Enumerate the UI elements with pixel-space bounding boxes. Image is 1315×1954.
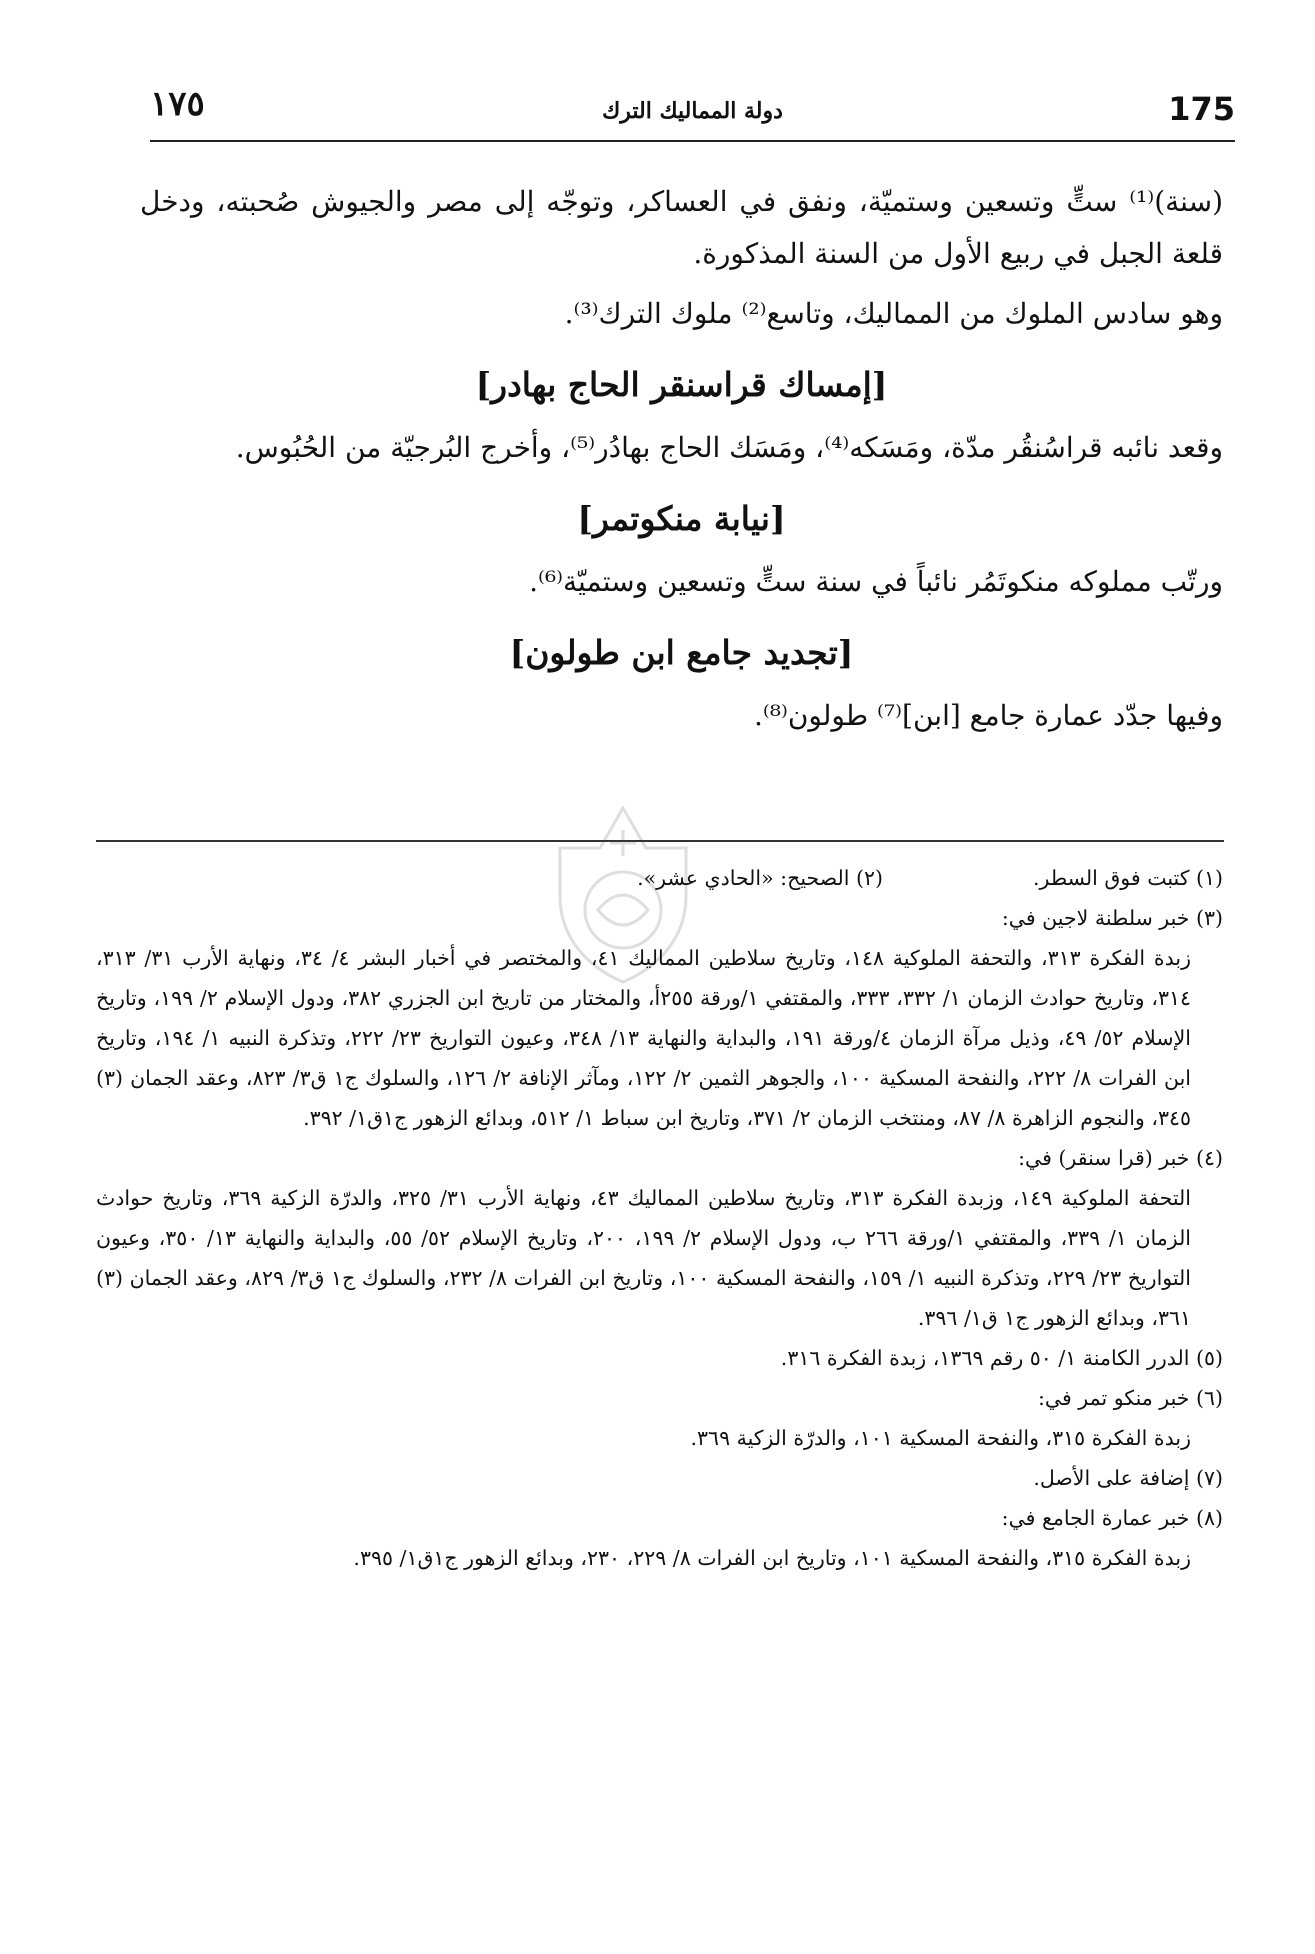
- paragraph-3: وقعد نائبه قراسُنقُر مدّة، ومَسَكه⁽⁴⁾، ومَسَك الحاج بهادُر⁽⁵⁾، وأخرج البُرجيّة من الحُبُوس.: [235, 431, 1223, 464]
- footnote-5: [96, 1338, 1223, 1378]
- page-header: [150, 84, 1235, 142]
- section-heading-mosque: [تجديد جامع ابن طولون]: [509, 633, 854, 672]
- section-heading-deputyship: [نيابة منكوتمر]: [577, 499, 786, 538]
- footnote-5-text: (٥) الدرر الكامنة ١/ ٥٠ رقم ١٣٦٩، زبدة الفكرة ٣١٦.: [780, 1346, 1223, 1370]
- footnote-4: [96, 1138, 1223, 1338]
- footnote-4-head: (٤) خبر (قرا سنقر) في:: [1018, 1146, 1223, 1170]
- library-seal-watermark-icon: [528, 800, 718, 990]
- footnote-6-body: زبدة الفكرة ٣١٥، والنفحة المسكية ١٠١، والدرّة الزكية ٣٦٩.: [690, 1426, 1191, 1450]
- footnote-8: [96, 1498, 1223, 1578]
- footnote-8-head: (٨) خبر عمارة الجامع في:: [1001, 1506, 1223, 1530]
- footnote-6: [96, 1378, 1223, 1458]
- footnote-4-body: التحفة الملوكية ١٤٩، وزبدة الفكرة ٣١٣، وتاريخ سلاطين المماليك ٤٣، ونهاية الأرب ٣١/ ٣٢٥، والدرّة الزكية ٣٦٩، وتاريخ حوادث الزمان ١/ ٣٣٩، والمقتفي ١/ورقة ٢٦٦ ب، ودول الإسلام ٢/ ١٩٩، ٢٠٠، وتاريخ الإسلام ٥٢/ ٥٥، والبداية والنهاية ١٣/ ٣٥٠، وعيون التواريخ ٢٣/ ٢٢٩، وتذكرة النبيه ١/ ١٥٩، والنفحة المسكية ١٠٠، وتاريخ ابن الفرات ٨/ ٢٣٢، والسلوك ج١ ق٣/ ٨٢٩، وعقد الجمان (٣) ٣٦١، وبدائع الزهور ج١ ق١/ ٣٩٦.: [96, 1186, 1192, 1330]
- footnote-7-text: (٧) إضافة على الأصل.: [1033, 1466, 1223, 1490]
- page-number-latin: 175: [1168, 90, 1235, 128]
- running-title: دولة المماليك الترك: [602, 98, 783, 124]
- footnote-7: [96, 1458, 1223, 1498]
- footnote-6-head: (٦) خبر منكو تمر في:: [1038, 1386, 1223, 1410]
- section-heading-arrest: [إمساك قراسنقر الحاج بهادر]: [475, 365, 888, 404]
- footnote-8-body: زبدة الفكرة ٣١٥، والنفحة المسكية ١٠١، وتاريخ ابن الفرات ٨/ ٢٢٩، ٢٣٠، وبدائع الزهور ج١ق١/ ٣٩٥.: [353, 1546, 1191, 1570]
- footnote-3-head: (٣) خبر سلطنة لاجين في:: [1001, 906, 1223, 930]
- footnote-3-body: زبدة الفكرة ٣١٣، والتحفة الملوكية ١٤٨، وتاريخ سلاطين المماليك ٤١، والمختصر في أخبار البشر ٤/ ٣٤، ونهاية الأرب ٣١/ ٣١٣، ٣١٤، وتاريخ حوادث الزمان ١/ ٣٣٢، ٣٣٣، والمقتفي ١/ورقة ٢٥٥أ، والمختار من تاريخ ابن الجزري ٣٨٢، ودول الإسلام ٢/ ١٩٩، وتاريخ الإسلام ٥٢/ ٤٩، وذيل مرآة الزمان ٤/ورقة ١٩١، والبداية والنهاية ١٣/ ٣٤٨، وعيون التواريخ ٢٣/ ٢٢٢، وتذكرة النبيه ١/ ١٩٤، وتاريخ ابن الفرات ٨/ ٢٢٢، والنفحة المسكية ١٠٠، والجوهر الثمين ٢/ ١٢٢، ومآثر الإنافة ٢/ ١٢٦، والسلوك ج١ ق٣/ ٨٢٣، وعقد الجمان (٣) ٣٤٥، والنجوم الزاهرة ٨/ ٨٧، ومنتخب الزمان ٢/ ٣٧١، وتاريخ ابن سباط ١/ ٥١٢، وبدائع الزهور ج١ق١/ ٣٩٢.: [96, 946, 1192, 1130]
- page-number-arabic: ١٧٥: [150, 84, 205, 124]
- paragraph-2: وهو سادس الملوك من المماليك، وتاسع⁽²⁾ ملوك الترك⁽³⁾.: [564, 297, 1223, 330]
- paragraph-5: وفيها جدّد عمارة جامع [ابن]⁽⁷⁾ طولون⁽⁸⁾.: [753, 699, 1223, 732]
- footnote-1: (١) كتبت فوق السطر.: [1033, 866, 1223, 890]
- main-text: [140, 176, 1223, 742]
- footnote-2: (٢) الصحيح: «الحادي عشر».: [637, 866, 883, 890]
- paragraph-4: ورتّب مملوكه منكوتَمُر نائباً في سنة ستٍّ وتسعين وستميّة⁽⁶⁾.: [529, 565, 1223, 598]
- paragraph-1: (سنة)⁽¹⁾ ستٍّ وتسعين وستميّة، ونفق في العساكر، وتوجّه إلى مصر والجيوش صُحبته، ودخل قلعة الجبل في ربيع الأول من السنة المذكورة.: [140, 185, 1223, 270]
